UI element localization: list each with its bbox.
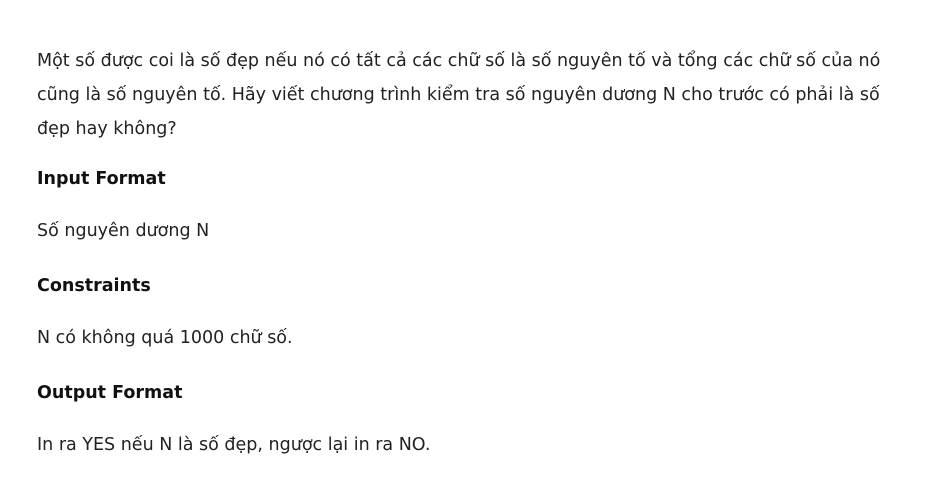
input-format-text: Số nguyên dương N (37, 221, 210, 241)
problem-statement-container (37, 44, 907, 456)
constraints-text: N có không quá 1000 chữ số. (37, 328, 293, 348)
problem-statement: Một số được coi là số đẹp nếu nó có tất cả các chữ số là số nguyên tố và tổng các chữ số của nó cũng là số nguyên tố. Hãy viết chương trình kiểm tra số nguyên dương N cho trước có phải là số đẹp hay không? (37, 51, 881, 139)
output-format-text: In ra YES nếu N là số đẹp, ngược lại in ra NO. (37, 435, 431, 455)
constraints-heading: Constraints (37, 276, 151, 296)
output-format-heading: Output Format (37, 383, 183, 403)
input-format-heading: Input Format (37, 169, 166, 189)
